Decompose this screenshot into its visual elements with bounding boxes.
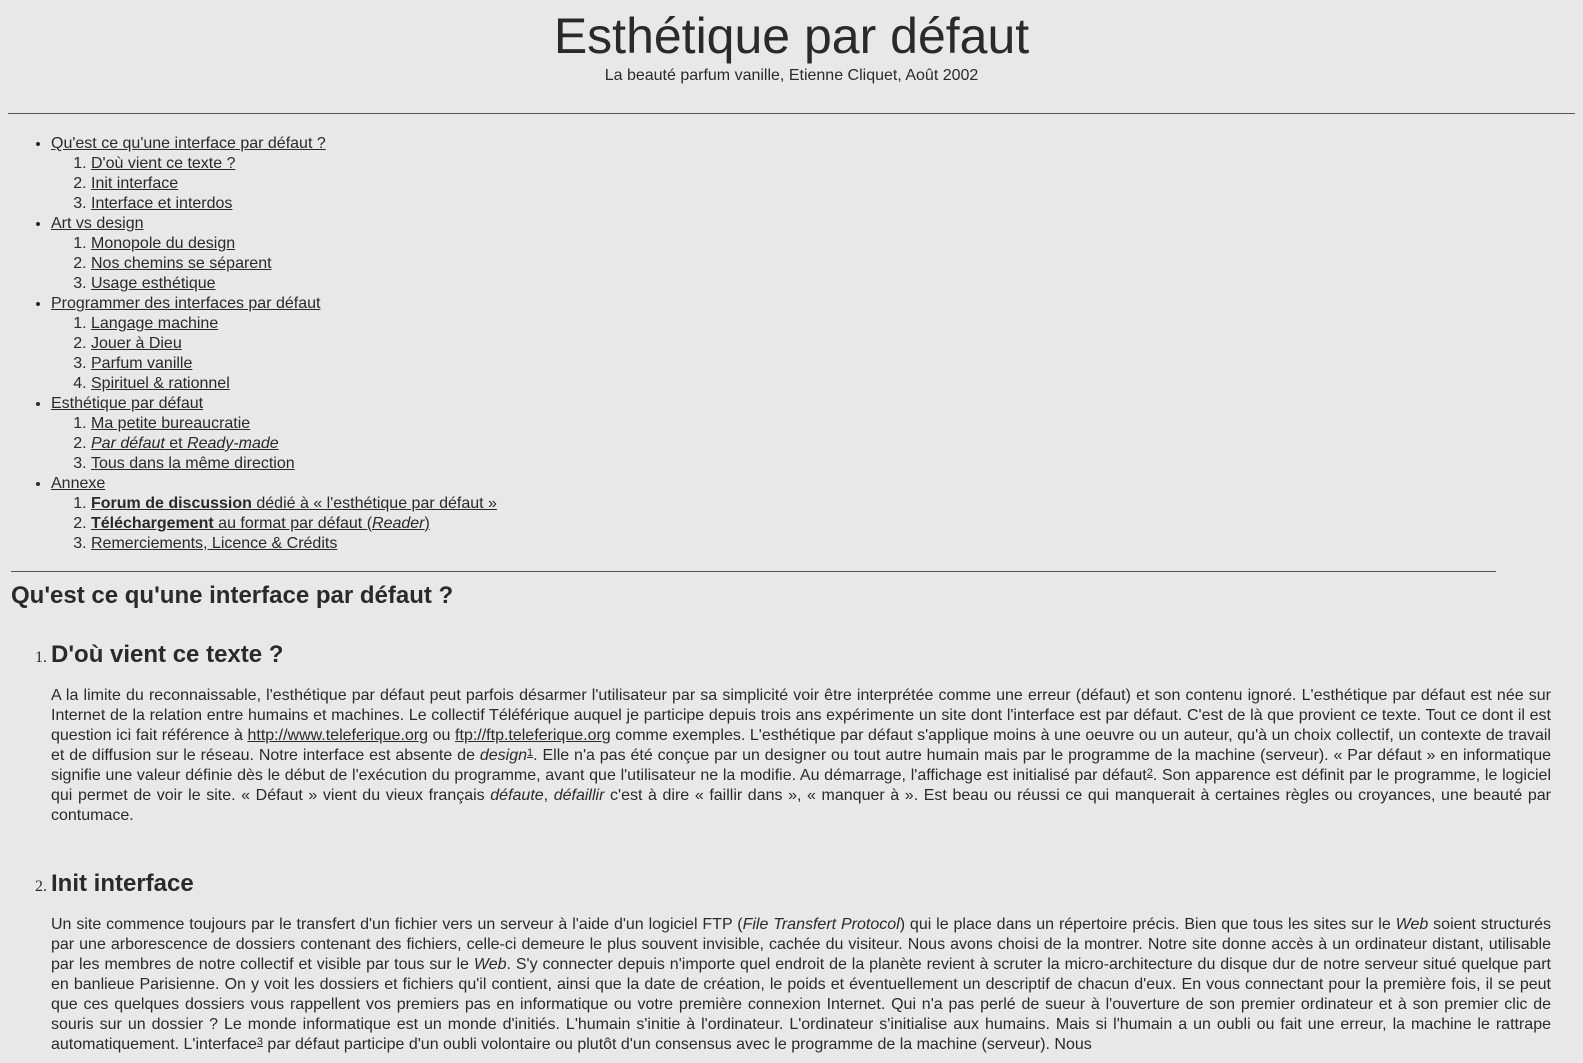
toc-link-spirituel[interactable]: Spirituel & rationnel: [91, 375, 230, 392]
toc-item: [91, 454, 497, 474]
toc-link-dou-vient[interactable]: D'où vient ce texte ?: [91, 155, 236, 172]
subsection-heading: 1. D'où vient ce texte ?: [51, 641, 284, 668]
toc-link-bureaucratie[interactable]: Ma petite bureaucratie: [91, 415, 251, 432]
section-heading: Qu'est ce qu'une interface par défaut ?: [11, 582, 454, 609]
toc-item: [91, 514, 497, 534]
toc-sublist: [51, 314, 497, 394]
footnote-link[interactable]: 2: [1146, 767, 1153, 779]
toc-item: [91, 314, 497, 334]
subsection: [51, 869, 1551, 1055]
paragraph: A la limite du reconnaissable, l'esthétique par défaut peut parfois désarmer l'utilisateur par sa simplicité voir être interprétée comme une erreur (défaut) et son contenu ignoré. L'esthétique par défaut est née sur Internet de la relation entre humains et machines. Le collectif Téléférique auquel je participe depuis trois ans expérimente un site dont l'interface est par défaut. C'est de là que provient ce texte. Tout ce dont il est question ici fait référence à http://www.teleferique.org ou ftp://ftp.teleferique.org comme exemples. L'esthétique par défaut s'applique moins à une oeuvre ou un auteur, qu'à un choix collectif, un contexte de travail et de diffusion sur le réseau. Notre interface est absente de design$^1$. Elle n'a pas été conçue par un designer ou tout autre humain mais par le programme de la machine (serveur). « Par défaut » en informatique signifie une valeur définie dès le début de l'exécution du programme, avant que l'utilisateur ne la modifie. Au démarrage, l'affichage est initialisé par défaut$^2$. Son apparence est définit par le programme, le logiciel qui permet de voir le site. « Défaut » vient du vieux français défaute, défaillir c'est à dire « faillir dans », « manquer à ». Est beau ou réussi ce qui manquerait à certaines règles ou croyances, une beauté par contumace.: [51, 687, 1552, 824]
teleferique-ftp-link[interactable]: ftp://ftp.teleferique.org: [455, 727, 611, 744]
toc-link-init-interface[interactable]: Init interface: [91, 175, 179, 192]
toc-link-direction[interactable]: Tous dans la même direction: [91, 455, 295, 472]
footnote-link[interactable]: 1: [527, 747, 534, 759]
toc-section: [51, 474, 497, 554]
toc-link-chemins[interactable]: Nos chemins se séparent: [91, 255, 272, 272]
toc-item: [91, 194, 497, 214]
table-of-contents: [0, 134, 497, 554]
toc-sublist: [51, 414, 497, 474]
toc-item: [91, 374, 497, 394]
toc-link-parfum[interactable]: Parfum vanille: [91, 355, 193, 372]
toc-link-interface-interdos[interactable]: Interface et interdos: [91, 195, 233, 212]
toc-item: [91, 434, 497, 454]
toc-item: [91, 174, 497, 194]
teleferique-http-link[interactable]: http://www.teleferique.org: [247, 727, 429, 744]
toc-item: [91, 534, 497, 554]
footnote-link[interactable]: 3: [256, 1036, 263, 1048]
toc-item: [91, 234, 497, 254]
page-subtitle: La beauté parfum vanille, Etienne Cliquet, Août 2002: [604, 67, 979, 84]
toc-item: [91, 334, 497, 354]
toc-link-jouer[interactable]: Jouer à Dieu: [91, 335, 182, 352]
toc-item: [91, 494, 497, 514]
toc-item: [91, 254, 497, 274]
toc-item: [91, 414, 497, 434]
toc-item: [91, 354, 497, 374]
page-title: Esthétique par défaut: [553, 8, 1030, 64]
toc-item: [91, 274, 497, 294]
toc-item: [91, 154, 497, 174]
toc-section: [51, 134, 497, 214]
toc-section: [51, 394, 497, 474]
toc-link-usage[interactable]: Usage esthétique: [91, 275, 216, 292]
toc-link-langage[interactable]: Langage machine: [91, 315, 219, 332]
toc-link-art-vs-design[interactable]: Art vs design: [51, 215, 144, 232]
toc-sublist: [51, 494, 497, 554]
toc-link-forum[interactable]: Forum de discussion dédié à « l'esthétique par défaut »: [91, 495, 497, 512]
subsection: [51, 640, 1551, 826]
subsection-heading: 2. Init interface: [51, 870, 194, 897]
toc-link-esthetique[interactable]: Esthétique par défaut: [51, 395, 204, 412]
toc-link-telechargement[interactable]: Téléchargement au format par défaut (Reader): [91, 515, 430, 532]
toc-link-monopole[interactable]: Monopole du design: [91, 235, 236, 252]
header-divider: [8, 113, 1575, 114]
toc-section: [51, 294, 497, 394]
paragraph: Un site commence toujours par le transfert d'un fichier vers un serveur à l'aide d'un logiciel FTP (File Transfert Protocol) qui le place dans un répertoire précis. Bien que tous les sites sur le Web soient structurés par une arborescence de dossiers contenant des fichiers, celle-ci demeure le plus souvent invisible, cachée du visiteur. Nous avons choisi de la montrer. Notre site donne accès à un ordinateur distant, utilisable par les membres de notre collectif et visible par tous sur le Web. S'y connecter depuis n'importe quel endroit de la planète revient à scruter la micro-architecture du disque dur de notre serveur situé quelque part en banlieue Parisienne. On y voit les dossiers et fichiers qu'il contient, ainsi que la date de création, le poids et éventuellement un descriptif de chacun d'eux. En vous connectant pour la première fois, il se peut que ces quelques dossiers vous rappellent vos premiers pas en informatique ou votre première connexion Internet. Qui n'a pas perlé de sueur à l'ouverture de son premier ordinateur et à son premier clic de souris sur un dossier ? Le monde informatique est un monde d'initiés. L'humain s'initie à l'ordinateur. L'ordinateur s'initialise aux humains. Mais si l'humain a un oubli ou fait une erreur, la machine le rattrape automatiquement. L'interface$^3$ par défaut participe d'un oubli volontaire ou plutôt d'un consensus avec le programme de la machine (serveur). Nous: [51, 916, 1552, 1053]
toc-link-credits[interactable]: Remerciements, Licence & Crédits: [91, 535, 338, 552]
toc-link-annexe[interactable]: Annexe: [51, 475, 106, 492]
toc-link-ready-made[interactable]: Par défaut et Ready-made: [91, 435, 279, 452]
toc-link-programmer[interactable]: Programmer des interfaces par défaut: [51, 295, 321, 312]
toc-sublist: [51, 234, 497, 294]
toc-section: [51, 214, 497, 294]
toc-link-interface-par-defaut[interactable]: Qu'est ce qu'une interface par défaut ?: [51, 135, 326, 152]
toc-sublist: [51, 154, 497, 214]
content-divider: [11, 571, 1496, 572]
section-content: [0, 640, 1551, 1055]
